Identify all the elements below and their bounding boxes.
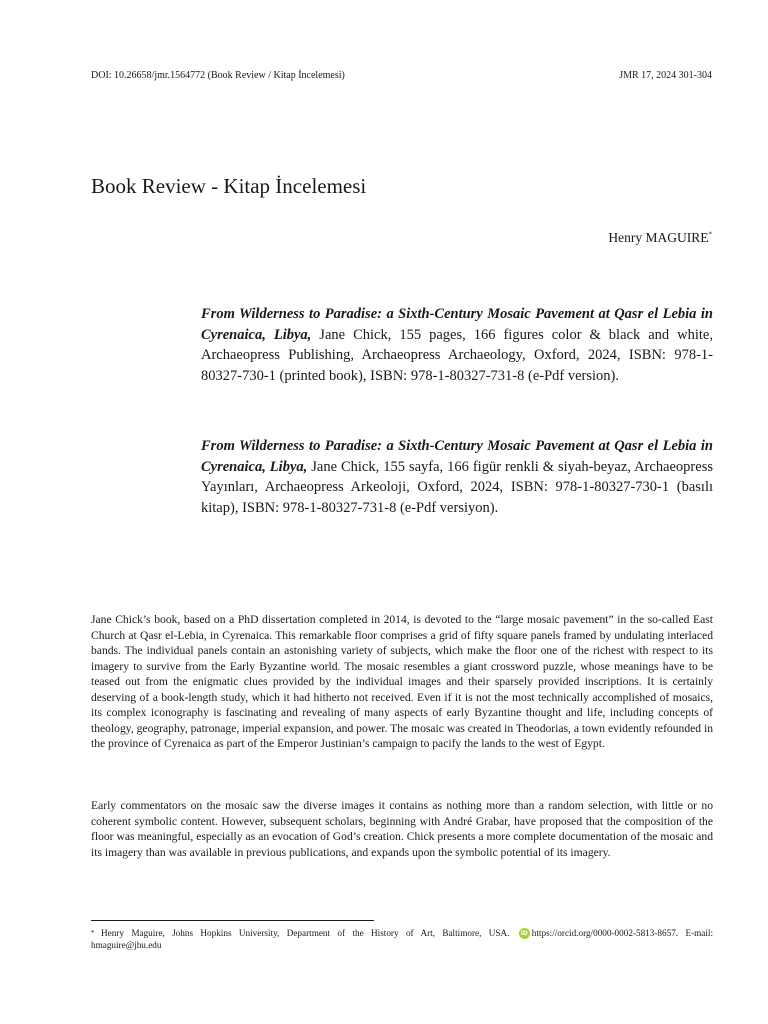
footnote-text: Henry Maguire, Johns Hopkins University, Department of the History of Art, Baltimore, USA.	[101, 928, 510, 938]
body-paragraph-2: Early commentators on the mosaic saw the diverse images it contains as nothing more than a random selection, with little or no coherent symbolic content. However, subsequent scholars, beginning with André Grabar, have proposed that the composition of the floor was meaningful, especially as an evocation of God’s creation. Chick presents a more complete documentation of the mosaic and its imagery than was available in previous publications, and expands upon the symbolic potential of its imagery.	[91, 799, 713, 859]
email-text[interactable]: E-mail: hmaguire@jhu.edu	[91, 928, 714, 951]
citation-turkish-details: Jane Chick, 155 sayfa, 166 figür renkli & siyah-beyaz, Archaeopress Yayınları, Archaeopress Arkeoloji, Oxford, 2024, ISBN: 978-1-80327-730-1 (basılı kitap), ISBN: 978-1-80327-731-8 (e-Pdf versiyon).	[201, 458, 713, 516]
citation-turkish	[201, 436, 713, 518]
journal-header: JMR 17, 2024 301-304	[619, 70, 712, 81]
footnote-mark: *	[91, 929, 95, 937]
author-name: Henry MAGUIRE	[608, 230, 709, 245]
footnote-divider	[91, 920, 374, 921]
author-line	[608, 230, 712, 246]
footnote	[91, 927, 713, 951]
orcid-link[interactable]: https://orcid.org/0000-0002-5813-8657.	[531, 928, 679, 938]
citation-turkish-title: From Wilderness to Paradise: a Sixth-Century Mosaic Pavement at Qasr el Lebia in Cyrenaica, Libya,	[201, 438, 713, 475]
citation-english-details: Jane Chick, 155 pages, 166 figures color & black and white, Archaeopress Publishing, Archaeopress Archaeology, Oxford, 2024, ISBN: 978-1-80327-730-1 (printed book), ISBN: 978-1-80327-731-8 (e-Pdf version).	[201, 326, 713, 384]
page-title: Book Review - Kitap İncelemesi	[91, 174, 367, 198]
citation-english	[201, 304, 713, 386]
body-paragraph-1: Jane Chick’s book, based on a PhD dissertation completed in 2014, is devoted to the “large mosaic pavement” in the so-called East Church at Qasr el-Lebia, in Cyrenaica. This remarkable floor comprises a grid of fifty square panels framed by undulating interlaced bands. The individual panels contain an astonishing variety of subjects, which make the floor one of the richest with respect to its imagery to survive from the Early Byzantine world. The mosaic resembles a giant crossword puzzle, whose meanings have to be teased out from the enigmatic clues provided by the individual images and their sparsely provided inscriptions. It is certainly deserving of a book-length study, which it had hitherto not received. Even if it is not the most technically accomplished of mosaics, its complex iconography is fascinating and revealing of many aspects of early Byzantine thought and life, including concepts of theology, geography, patronage, imperial expansion, and power. The mosaic was created in Theodorias, a town evidently refounded in the province of Cyrenaica as part of the Emperor Justinian’s campaign to pacify the lands to the west of Egypt.	[91, 613, 713, 750]
doi-header: DOI: 10.26658/jmr.1564772 (Book Review / Kitap İncelemesi)	[91, 70, 345, 81]
orcid-icon[interactable]: iD	[520, 930, 528, 938]
author-footnote-mark[interactable]: *	[708, 230, 712, 239]
citation-english-title: From Wilderness to Paradise: a Sixth-Century Mosaic Pavement at Qasr el Lebia in Cyrenaica, Libya,	[201, 306, 713, 343]
